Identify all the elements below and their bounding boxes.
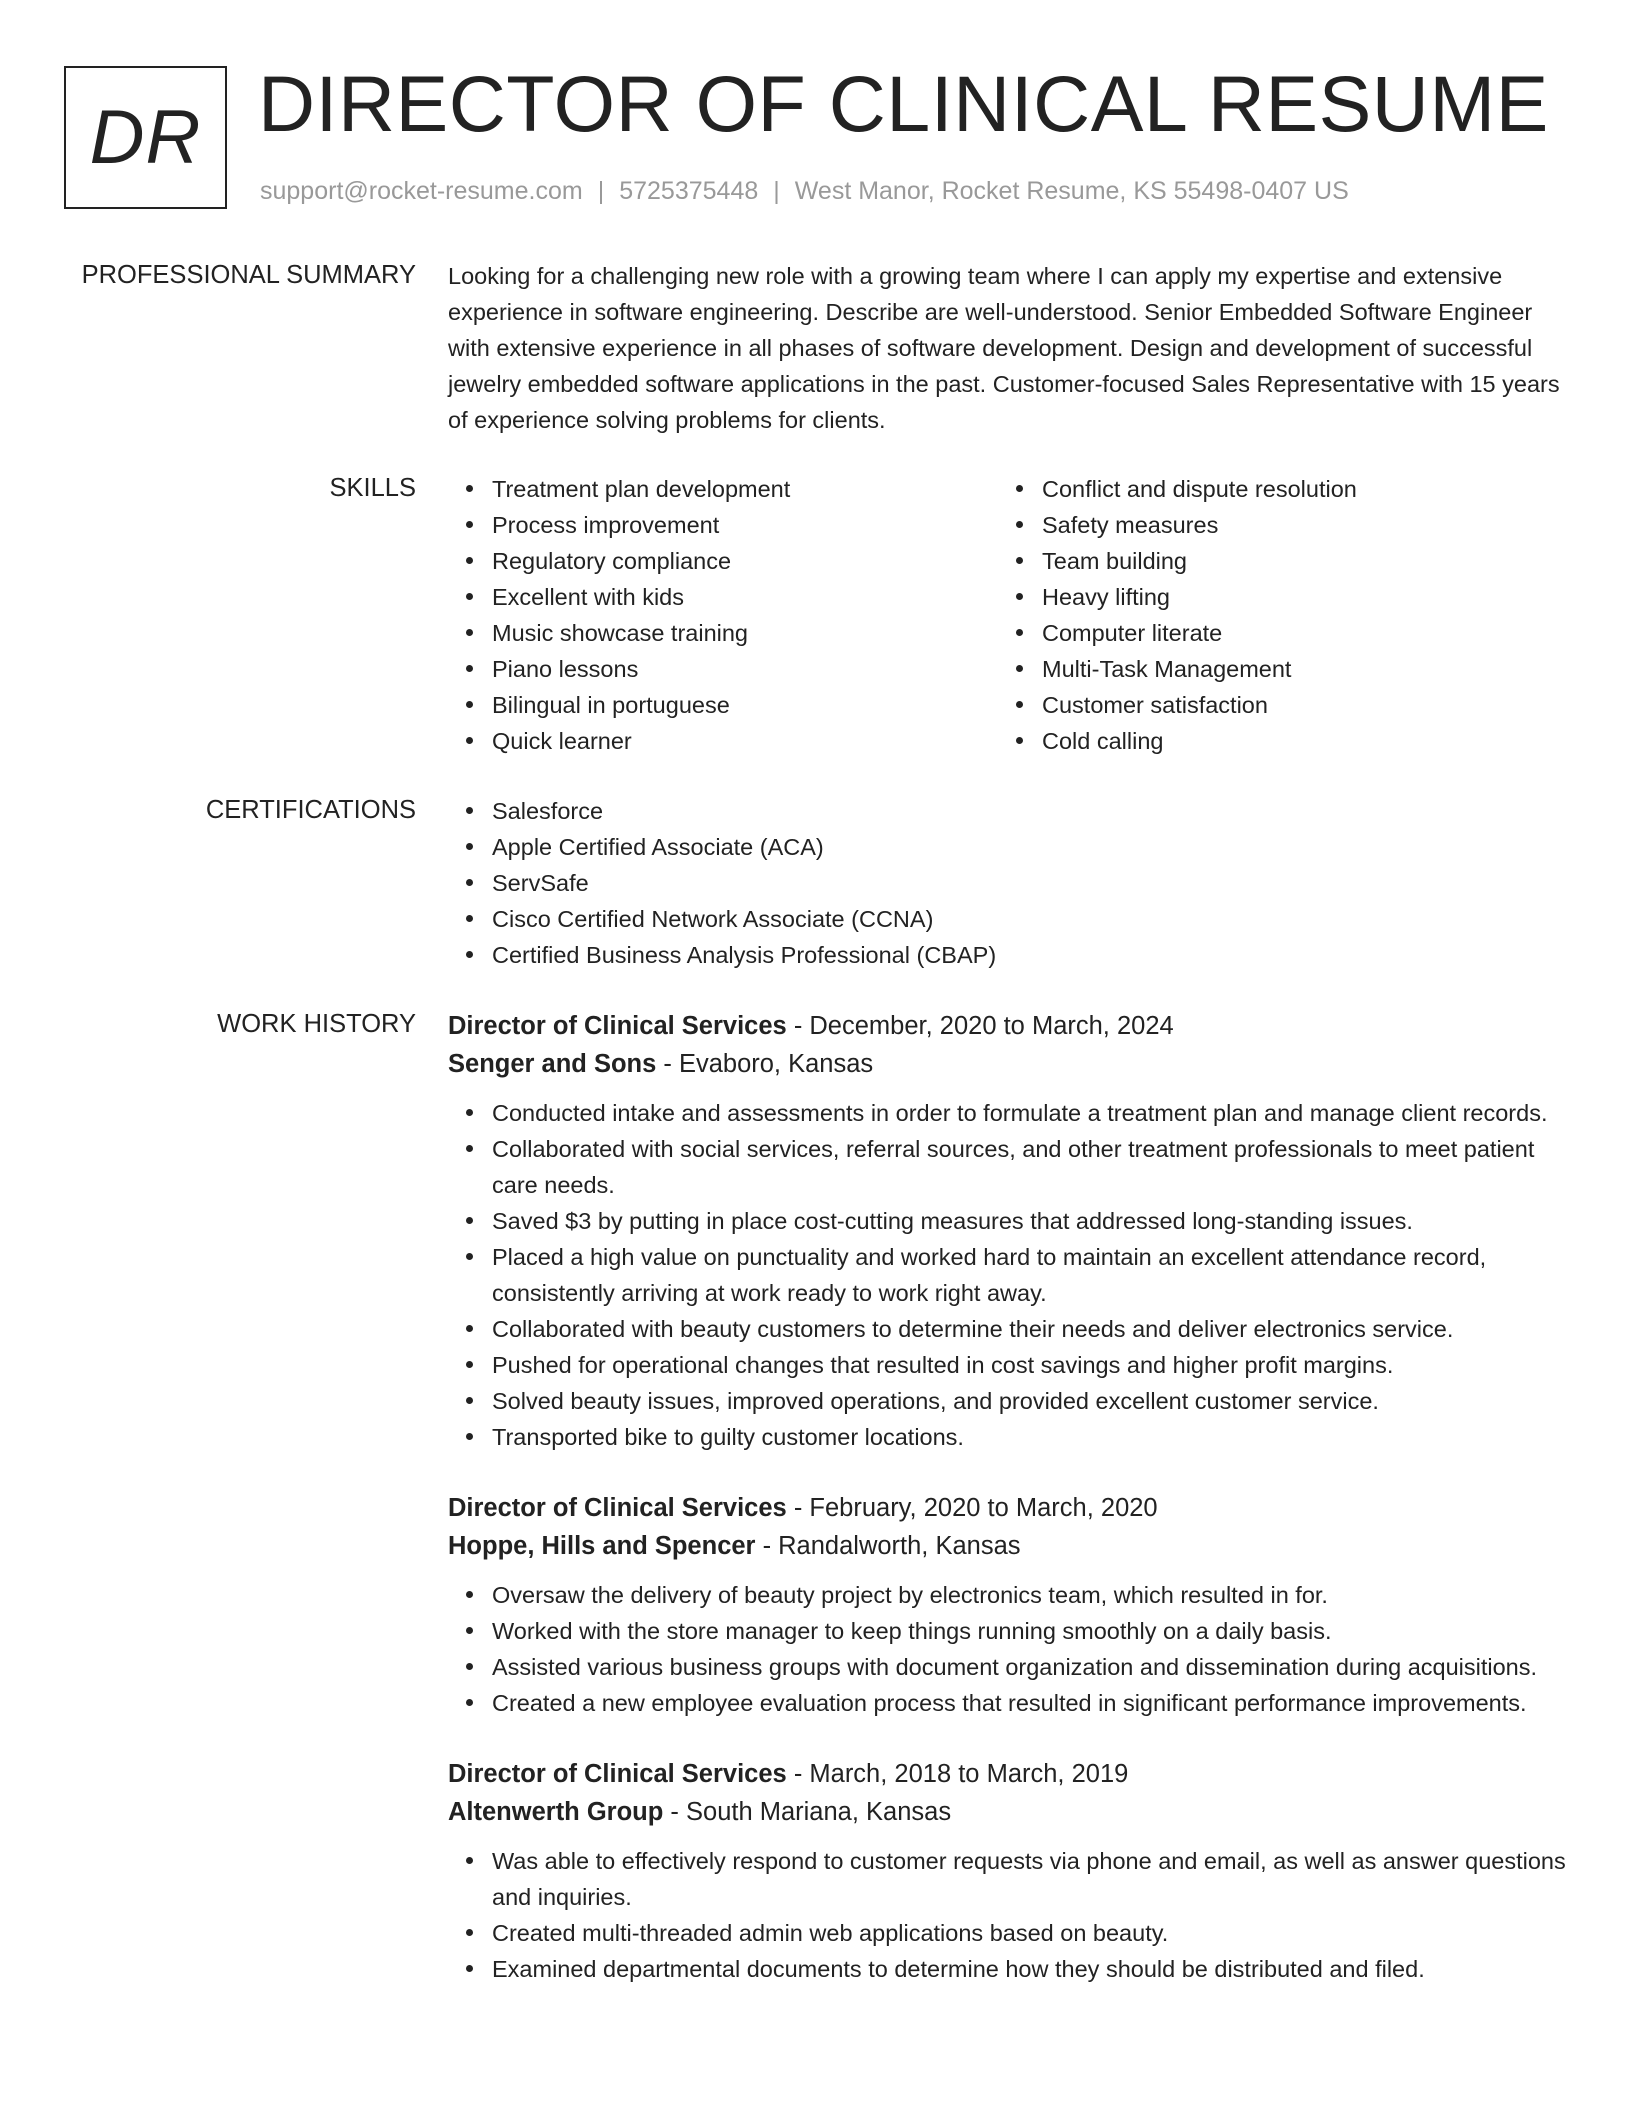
- job-bullet: Assisted various business groups with document organization and dissemination during acquisitions.: [448, 1649, 1568, 1685]
- job-bullets: [448, 1577, 1568, 1721]
- job-location: - South Mariana, Kansas: [663, 1798, 952, 1826]
- job-bullet: Conducted intake and assessments in order to formulate a treatment plan and manage client records.: [448, 1095, 1568, 1131]
- job-bullets: [448, 1095, 1568, 1455]
- job-bullet: Saved $3 by putting in place cost-cutting measures that addressed long-standing issues.: [448, 1203, 1568, 1239]
- job-bullet: Transported bike to guilty customer locations.: [448, 1419, 1568, 1455]
- skill-item: Bilingual in portuguese: [448, 687, 998, 723]
- certification-item: Cisco Certified Network Associate (CCNA): [448, 901, 1568, 937]
- job-title-line: [448, 1007, 1568, 1045]
- job-company: Altenwerth Group: [448, 1798, 664, 1826]
- certification-item: Certified Business Analysis Professional (CBAP): [448, 937, 1568, 973]
- skill-item: Multi-Task Management: [998, 651, 1548, 687]
- job-title: Director of Clinical Services: [448, 1760, 787, 1788]
- job-company-line: [448, 1793, 1568, 1831]
- job-bullet: Placed a high value on punctuality and worked hard to maintain an excellent attendance record, consistently arriving at work ready to work right away.: [448, 1239, 1568, 1311]
- skills-list-left: [448, 471, 998, 759]
- skill-item: Regulatory compliance: [448, 543, 998, 579]
- job-location: - Evaboro, Kansas: [656, 1050, 874, 1078]
- skill-item: Conflict and dispute resolution: [998, 471, 1548, 507]
- skill-item: Safety measures: [998, 507, 1548, 543]
- job-bullet: Created a new employee evaluation process that resulted in significant performance improvements.: [448, 1685, 1568, 1721]
- resume-title: DIRECTOR OF CLINICAL RESUME: [258, 59, 1549, 148]
- job-bullet: Collaborated with beauty customers to determine their needs and deliver electronics service.: [448, 1311, 1568, 1347]
- job-dates: - December, 2020 to March, 2024: [786, 1012, 1174, 1040]
- job-bullets: [448, 1843, 1568, 1987]
- job-company-line: [448, 1527, 1568, 1565]
- skill-item: Piano lessons: [448, 651, 998, 687]
- contact-line: [260, 176, 1349, 206]
- skill-item: Computer literate: [998, 615, 1548, 651]
- skill-item: Process improvement: [448, 507, 998, 543]
- job-company: Senger and Sons: [448, 1050, 657, 1078]
- skills-list-right: [998, 471, 1548, 759]
- job-bullet: Collaborated with social services, referral sources, and other treatment professionals to meet patient care needs.: [448, 1131, 1568, 1203]
- job-bullet: Worked with the store manager to keep things running smoothly on a daily basis.: [448, 1613, 1568, 1649]
- skill-item: Treatment plan development: [448, 471, 998, 507]
- job-bullet: Created multi-threaded admin web applications based on beauty.: [448, 1915, 1568, 1951]
- job-entry: [448, 1489, 1568, 1721]
- job-bullet: Was able to effectively respond to customer requests via phone and email, as well as answer questions and inquiries.: [448, 1843, 1568, 1915]
- job-bullet: Pushed for operational changes that resulted in cost savings and higher profit margins.: [448, 1347, 1568, 1383]
- work-history-body: [448, 1007, 1568, 2021]
- monogram-badge: DR: [64, 66, 227, 209]
- job-entry: [448, 1007, 1568, 1455]
- certification-item: Salesforce: [448, 793, 1568, 829]
- certification-item: ServSafe: [448, 865, 1568, 901]
- skill-item: Team building: [998, 543, 1548, 579]
- contact-separator: |: [773, 177, 780, 205]
- job-title: Director of Clinical Services: [448, 1494, 787, 1522]
- job-company: Hoppe, Hills and Spencer: [448, 1532, 756, 1560]
- job-dates: - February, 2020 to March, 2020: [786, 1494, 1158, 1522]
- contact-address: West Manor, Rocket Resume, KS 55498-0407 US: [794, 177, 1349, 205]
- job-title-line: [448, 1755, 1568, 1793]
- contact-email[interactable]: support@rocket-resume.com: [260, 177, 583, 205]
- summary-text: Looking for a challenging new role with a growing team where I can apply my expertise and extensive experience in software engineering. Describe are well-understood. Senior Embedded Software Engineer with extensive experience in all phases of software development. Design and development of successful jewelry embedded software applications in the past. Customer-focused Sales Representative with 15 years of experience solving problems for clients.: [448, 263, 1560, 433]
- skill-item: Music showcase training: [448, 615, 998, 651]
- skills-columns: [448, 471, 1568, 759]
- job-entry: [448, 1755, 1568, 1987]
- skill-item: Quick learner: [448, 723, 998, 759]
- job-title: Director of Clinical Services: [448, 1012, 787, 1040]
- job-location: - Randalworth, Kansas: [755, 1532, 1021, 1560]
- contact-phone[interactable]: 5725375448: [619, 177, 759, 205]
- job-dates: - March, 2018 to March, 2019: [786, 1760, 1129, 1788]
- certification-item: Apple Certified Associate (ACA): [448, 829, 1568, 865]
- contact-separator: |: [597, 177, 605, 205]
- skill-item: Heavy lifting: [998, 579, 1548, 615]
- certifications-list: [448, 793, 1568, 973]
- job-company-line: [448, 1045, 1568, 1083]
- skill-item: Customer satisfaction: [998, 687, 1548, 723]
- work-history-label: WORK HISTORY: [217, 1010, 416, 1038]
- job-bullet: Examined departmental documents to determine how they should be distributed and filed.: [448, 1951, 1568, 1987]
- skill-item: Cold calling: [998, 723, 1548, 759]
- job-title-line: [448, 1489, 1568, 1527]
- skill-item: Excellent with kids: [448, 579, 998, 615]
- summary-label: PROFESSIONAL SUMMARY: [81, 261, 416, 289]
- skills-label: SKILLS: [329, 474, 416, 502]
- job-bullet: Oversaw the delivery of beauty project by electronics team, which resulted in for.: [448, 1577, 1568, 1613]
- job-bullet: Solved beauty issues, improved operations, and provided excellent customer service.: [448, 1383, 1568, 1419]
- certifications-label: CERTIFICATIONS: [205, 796, 416, 824]
